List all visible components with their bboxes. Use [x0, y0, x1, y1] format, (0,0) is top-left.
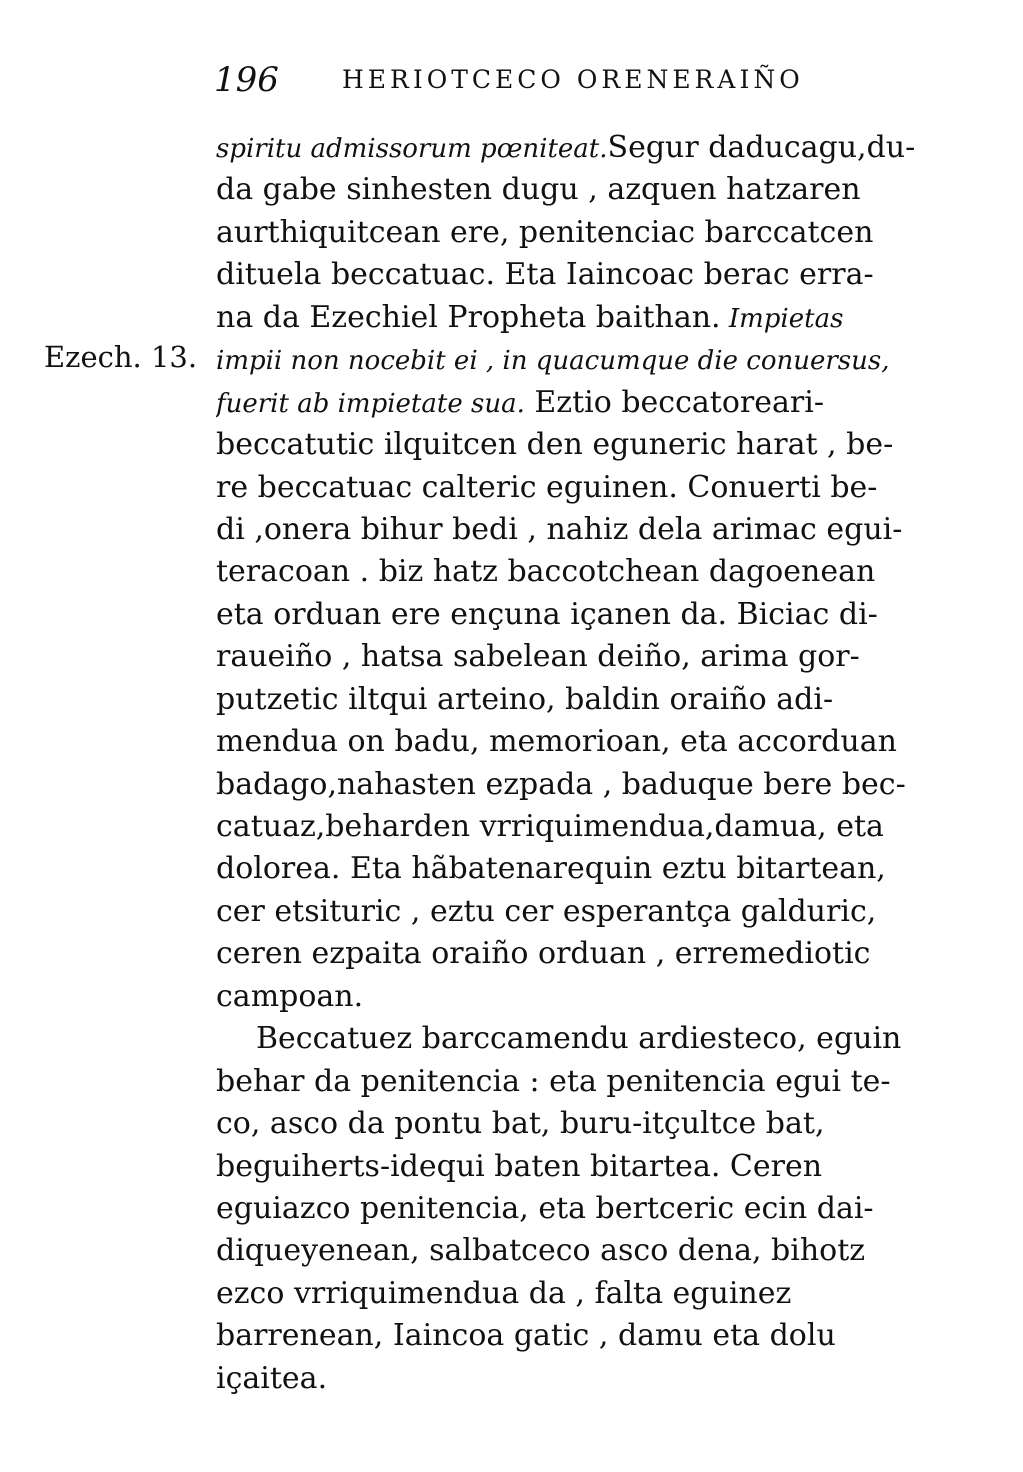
text-line [216, 848, 916, 890]
line-text: dolorea. Eta hãbatenarequin eztu bitartean, [216, 851, 886, 887]
line-text: Beccatuez barccamendu ardiesteco, eguin [256, 1021, 902, 1057]
line-text: beguiherts-idequi baten bitartea. Ceren [216, 1148, 823, 1184]
line-text: teracoan . biz hatz baccotchean dagoenean [216, 554, 876, 590]
line-text: aurthiquitcean ere, penitenciac barccatcen [216, 214, 874, 250]
text-line [216, 1018, 916, 1060]
text-line [216, 169, 916, 211]
text-line [216, 679, 916, 721]
line-text: Segur daducagu,du- [607, 130, 916, 165]
text-line [216, 509, 916, 551]
text-line [216, 339, 916, 381]
text-line [216, 806, 916, 848]
text-line [216, 297, 916, 339]
page-number: 196 [214, 60, 279, 100]
text-line [216, 976, 916, 1018]
line-text: badago,nahasten ezpada , baduque bere bec- [216, 766, 906, 802]
line-text: cer etsituric , eztu cer esperantça galduric, [216, 893, 877, 929]
line-text: da gabe sinhesten dugu , azquen hatzaren [216, 172, 861, 208]
running-head: HERIOTCECO ORENERAIÑO [342, 65, 804, 94]
line-text: dituela beccatuac. Eta Iaincoac berac erra- [216, 257, 874, 293]
line-text: campoan. [216, 978, 364, 1014]
line-text: eguiazco penitencia, eta bertceric ecin dai- [216, 1190, 874, 1226]
line-text: co, asco da pontu bat, buru-itçultce bat, [216, 1106, 825, 1142]
text-line [216, 1358, 916, 1400]
line-text: re beccatuac calteric eguinen. Conuerti be- [216, 469, 878, 505]
line-text: catuaz,beharden vrriquimendua,damua, eta [216, 809, 884, 844]
line-text: raueiño , hatsa sabelean deiño, arima gor- [216, 639, 860, 675]
line-text: behar da penitencia : eta penitencia egui te- [216, 1063, 891, 1099]
text-line [216, 127, 916, 169]
text-line [216, 424, 916, 466]
text-line [216, 764, 916, 806]
text-line [216, 382, 916, 424]
line-text: ezco vrriquimendua da , falta eguinez [216, 1275, 792, 1311]
text-line [216, 254, 916, 296]
text-line [216, 1230, 916, 1272]
latin-quotation: spiritu admissorum pœniteat. [216, 134, 608, 164]
text-line [216, 1146, 916, 1188]
text-line [216, 594, 916, 636]
line-text: na da Ezechiel Propheta baithan. [216, 299, 721, 335]
line-text: putzetic iltqui arteino, baldin oraiño adi- [216, 681, 834, 717]
text-line [216, 891, 916, 933]
text-line [216, 1103, 916, 1145]
text-line [216, 933, 916, 975]
line-text: Eztio beccatoreari- [524, 384, 824, 420]
text-line [216, 721, 916, 763]
text-line [216, 1188, 916, 1230]
line-text: barrenean, Iaincoa gatic , damu eta dolu [216, 1318, 836, 1354]
latin-quotation: Impietas [720, 303, 844, 334]
latin-quotation: impii non nocebit ei , in quacumque die conuersus, [216, 346, 890, 377]
line-text: eta orduan ere ençuna içanen da. Biciac di- [216, 596, 878, 632]
line-text: beccatutic ilquitcen den eguneric harat , be- [216, 427, 894, 463]
line-text: diqueyenean, salbatceco asco dena, bihotz [216, 1233, 866, 1269]
text-line [216, 212, 916, 254]
line-text: mendua on badu, memorioan, eta accorduan [216, 724, 897, 760]
text-line [216, 551, 916, 593]
text-line [216, 1061, 916, 1103]
body-text [216, 127, 916, 1400]
line-text: içaitea. [216, 1360, 328, 1396]
line-text: ceren ezpaita oraiño orduan , erremediotic [216, 936, 871, 972]
page-header [214, 52, 914, 112]
margin-note: Ezech. 13. [44, 340, 198, 374]
text-line [216, 1315, 916, 1357]
text-line [216, 636, 916, 678]
text-line [216, 1273, 916, 1315]
line-text: di ,onera bihur bedi , nahiz dela arimac egui- [216, 511, 903, 547]
latin-quotation: fuerit ab impietate sua. [216, 388, 525, 419]
text-line [216, 467, 916, 509]
